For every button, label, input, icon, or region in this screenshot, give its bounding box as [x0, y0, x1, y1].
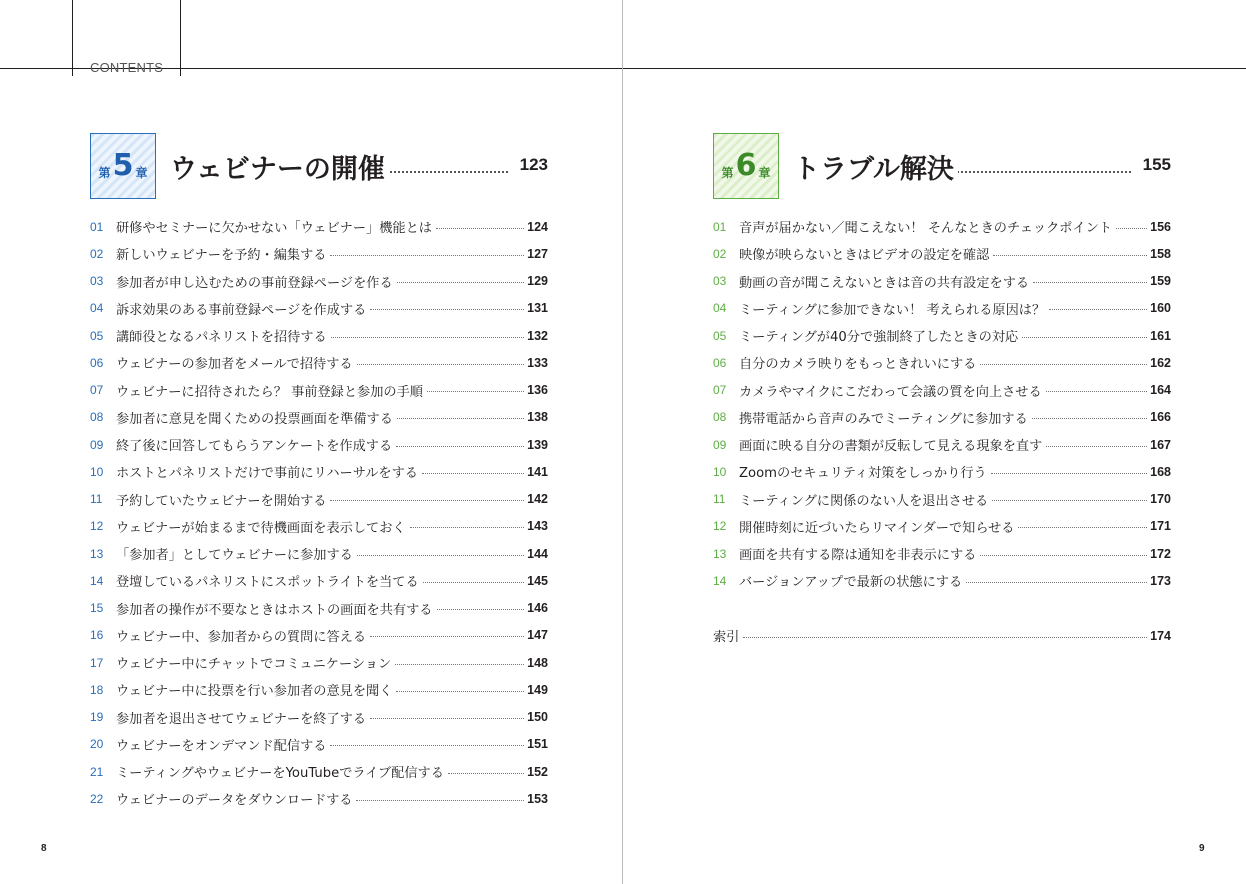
entry-title: Zoomのセキュリティ対策をしっかり行う	[739, 462, 991, 481]
toc-entry[interactable]	[713, 240, 1171, 267]
entry-page: 142	[524, 492, 548, 506]
dot-leader	[330, 500, 524, 501]
dot-leader	[1018, 527, 1147, 528]
entry-title: 参加者に意見を聞くための投票画面を準備する	[116, 408, 397, 427]
dot-leader	[396, 446, 524, 447]
toc-entry[interactable]	[713, 268, 1171, 295]
entry-title: バージョンアップで最新の状態にする	[739, 571, 966, 590]
entry-title: ウェビナーが始まるまで待機画面を表示しておく	[116, 517, 410, 536]
dot-leader	[330, 745, 524, 746]
entry-number: 22	[90, 791, 104, 806]
entry-page: 143	[524, 519, 548, 533]
dot-leader	[1033, 282, 1147, 283]
entry-page: 127	[524, 247, 548, 261]
entry-title: 研修やセミナーに欠かせない「ウェビナー」機能とは	[116, 217, 436, 236]
entry-page: 148	[524, 656, 548, 670]
toc-entry[interactable]	[90, 567, 548, 594]
toc-entry[interactable]	[90, 404, 548, 431]
dot-leader	[993, 255, 1147, 256]
entry-page: 136	[524, 383, 548, 397]
chapter-title: トラブル解決	[793, 147, 958, 186]
entry-page: 138	[524, 410, 548, 424]
entry-number: 02	[713, 246, 727, 261]
entry-number: 17	[90, 655, 104, 670]
toc-entry[interactable]	[90, 758, 548, 785]
entry-number: 10	[90, 464, 104, 479]
toc-entry[interactable]	[90, 731, 548, 758]
entry-number: 05	[713, 328, 727, 343]
toc-entry[interactable]	[90, 458, 548, 485]
page-number: 9	[1199, 843, 1205, 854]
entry-page: 139	[524, 438, 548, 452]
toc-entry[interactable]	[713, 540, 1171, 567]
entry-number: 13	[90, 546, 104, 561]
dot-leader	[395, 664, 524, 665]
entry-number: 06	[713, 355, 727, 370]
entry-title: ミーティングに関係のない人を退出させる	[739, 490, 992, 509]
entry-page: 170	[1147, 492, 1171, 506]
dot-leader	[357, 555, 524, 556]
dot-leader	[370, 309, 524, 310]
entry-title: 携帯電話から音声のみでミーティングに参加する	[739, 408, 1032, 427]
dot-leader	[966, 582, 1147, 583]
entry-title: 参加者を退出させてウェビナーを終了する	[116, 708, 370, 727]
entry-title: ウェビナーをオンデマンド配信する	[116, 735, 330, 754]
toc-index-entry[interactable]	[713, 622, 1171, 649]
toc-entry[interactable]	[713, 295, 1171, 322]
entry-number: 12	[713, 519, 727, 534]
chapter-prefix: 第	[721, 165, 734, 180]
dot-leader	[743, 637, 1147, 638]
dot-leader	[437, 609, 525, 610]
entry-number: 19	[90, 710, 104, 725]
dot-leader	[991, 473, 1147, 474]
toc-entry[interactable]	[90, 704, 548, 731]
entry-number: 04	[713, 301, 727, 316]
dot-leader	[423, 582, 524, 583]
entry-title: 動画の音が聞こえないときは音の共有設定をする	[739, 272, 1033, 291]
toc-entry[interactable]	[90, 540, 548, 567]
chapter-6-heading[interactable]	[713, 133, 1171, 199]
entry-number: 08	[713, 410, 727, 425]
entry-number: 07	[713, 383, 727, 398]
dot-leader	[357, 364, 525, 365]
entry-number: 13	[713, 546, 727, 561]
toc-entry[interactable]	[713, 377, 1171, 404]
entry-number: 14	[90, 573, 104, 588]
entry-title: 講師役となるパネリストを招待する	[116, 326, 331, 345]
entry-title: 画面を共有する際は通知を非表示にする	[739, 544, 980, 563]
entry-title: 映像が映らないときはビデオの設定を確認	[739, 244, 993, 263]
entry-title: 自分のカメラ映りをもっときれいにする	[739, 353, 980, 372]
entry-number: 06	[90, 355, 104, 370]
entry-number: 05	[90, 328, 104, 343]
entry-page: 124	[524, 220, 548, 234]
entry-page: 160	[1147, 301, 1171, 315]
entry-title: カメラやマイクにこだわって会議の質を向上させる	[739, 381, 1046, 400]
entry-number: 14	[713, 573, 727, 588]
dot-leader	[370, 636, 524, 637]
entry-number: 18	[90, 682, 104, 697]
entry-title: ウェビナー中、参加者からの質問に答える	[116, 626, 370, 645]
entry-number: 16	[90, 628, 104, 643]
toc-entry[interactable]	[713, 458, 1171, 485]
toc-entry[interactable]	[713, 513, 1171, 540]
chapter-5-heading[interactable]	[90, 133, 548, 199]
entry-title: 参加者の操作が不要なときはホストの画面を共有する	[116, 599, 437, 618]
toc-entry[interactable]	[90, 595, 548, 622]
toc-entry[interactable]	[90, 295, 548, 322]
dot-leader	[1116, 228, 1147, 229]
entry-number: 03	[713, 274, 727, 289]
entry-title: 予約していたウェビナーを開始する	[116, 490, 330, 509]
index-page: 174	[1150, 628, 1171, 643]
entry-number: 09	[90, 437, 104, 452]
dot-leader	[1022, 337, 1147, 338]
toc-entry[interactable]	[90, 676, 548, 703]
dot-leader	[448, 773, 524, 774]
entry-page: 167	[1147, 438, 1171, 452]
entry-page: 146	[524, 601, 548, 615]
index-title: 索引	[713, 630, 740, 645]
entry-page: 156	[1147, 220, 1171, 234]
entry-page: 162	[1147, 356, 1171, 370]
chapter-number: 5	[112, 148, 134, 183]
toc-entry[interactable]	[713, 322, 1171, 349]
toc-entry[interactable]	[713, 349, 1171, 376]
entry-page: 173	[1147, 574, 1171, 588]
chapter-suffix: 章	[135, 165, 148, 180]
toc-entry[interactable]	[90, 268, 548, 295]
toc-entry[interactable]	[90, 377, 548, 404]
entry-page: 153	[524, 792, 548, 806]
entry-page: 147	[524, 628, 548, 642]
dot-leader	[992, 500, 1147, 501]
entry-number: 20	[90, 737, 104, 752]
entry-page: 172	[1147, 547, 1171, 561]
entry-number: 01	[713, 219, 727, 234]
dot-leader	[410, 527, 525, 528]
entry-number: 07	[90, 383, 104, 398]
entry-page: 161	[1147, 329, 1171, 343]
dot-leader	[370, 718, 524, 719]
dot-leader	[356, 800, 524, 801]
dot-leader	[1049, 309, 1147, 310]
entry-page: 131	[524, 301, 548, 315]
dot-leader	[422, 473, 524, 474]
entry-title: ウェビナー中に投票を行い参加者の意見を聞く	[116, 680, 396, 699]
entry-title: ウェビナーのデータをダウンロードする	[116, 789, 356, 808]
entry-page: 166	[1147, 410, 1171, 424]
entry-page: 150	[524, 710, 548, 724]
toc-list-chapter-5	[90, 213, 548, 813]
entry-number: 11	[90, 492, 103, 507]
entry-title: ミーティングに参加できない！ 考えられる原因は？	[739, 299, 1049, 318]
entry-page: 151	[524, 737, 548, 751]
header-tab-left-edge	[72, 0, 73, 76]
chapter-5-badge	[90, 133, 156, 199]
chapter-6-badge	[713, 133, 779, 199]
toc-entry[interactable]	[90, 213, 548, 240]
entry-title: 新しいウェビナーを予約・編集する	[116, 244, 330, 263]
entry-page: 141	[524, 465, 548, 479]
entry-number: 15	[90, 601, 104, 616]
entry-title: 登壇しているパネリストにスポットライトを当てる	[116, 571, 423, 590]
toc-entry[interactable]	[713, 567, 1171, 594]
toc-entry[interactable]	[713, 404, 1171, 431]
dot-leader	[980, 364, 1147, 365]
entry-title: 開催時刻に近づいたらリマインダーで知らせる	[739, 517, 1018, 536]
dot-leader	[1046, 391, 1147, 392]
toc-entry[interactable]	[713, 486, 1171, 513]
header-rule	[623, 68, 1246, 69]
entry-page: 129	[524, 274, 548, 288]
dot-leader	[397, 418, 524, 419]
toc-entry[interactable]	[90, 513, 548, 540]
entry-title: ミーティングやウェビナーをYouTubeでライブ配信する	[116, 762, 448, 781]
chapter-title: ウェビナーの開催	[170, 147, 389, 186]
entry-number: 03	[90, 274, 104, 289]
entry-number: 09	[713, 437, 727, 452]
toc-entry[interactable]	[90, 785, 548, 812]
entry-page: 158	[1147, 247, 1171, 261]
chapter-number: 6	[735, 148, 757, 183]
entry-page: 171	[1147, 519, 1171, 533]
entry-title: 訴求効果のある事前登録ページを作成する	[116, 299, 370, 318]
toc-entry[interactable]	[90, 240, 548, 267]
chapter-page: 155	[1139, 155, 1171, 175]
entry-title: 音声が届かない／聞こえない！ そんなときのチェックポイント	[739, 217, 1116, 236]
chapter-prefix: 第	[98, 165, 111, 180]
entry-number: 02	[90, 246, 104, 261]
toc-entry[interactable]	[90, 322, 548, 349]
dot-leader	[427, 391, 524, 392]
toc-entry[interactable]	[90, 486, 548, 513]
entry-title: ウェビナーに招待されたら？ 事前登録と参加の手順	[116, 381, 427, 400]
dot-leader	[1046, 446, 1147, 447]
entry-title: 終了後に回答してもらうアンケートを作成する	[116, 435, 396, 454]
entry-page: 132	[524, 329, 548, 343]
entry-title: ミーティングが40分で強制終了したときの対応	[739, 326, 1022, 345]
entry-title: ホストとパネリストだけで事前にリハーサルをする	[116, 462, 422, 481]
dot-leader	[397, 282, 524, 283]
dot-leader	[1032, 418, 1147, 419]
entry-page: 152	[524, 765, 548, 779]
entry-page: 145	[524, 574, 548, 588]
page-number: 8	[41, 843, 47, 854]
dot-leader	[980, 555, 1147, 556]
entry-page: 149	[524, 683, 548, 697]
dot-leader	[396, 691, 524, 692]
entry-title: ウェビナー中にチャットでコミュニケーション	[116, 653, 395, 672]
toc-entry[interactable]	[90, 349, 548, 376]
entry-title: ウェビナーの参加者をメールで招待する	[116, 353, 357, 372]
toc-entry[interactable]	[90, 649, 548, 676]
dot-leader	[436, 228, 524, 229]
entry-page: 159	[1147, 274, 1171, 288]
dot-leader	[330, 255, 524, 256]
toc-entry[interactable]	[713, 431, 1171, 458]
contents-label: CONTENTS	[90, 60, 164, 75]
toc-entry[interactable]	[90, 622, 548, 649]
entry-number: 10	[713, 464, 727, 479]
entry-number: 12	[90, 519, 104, 534]
entry-page: 164	[1147, 383, 1171, 397]
entry-title: 「参加者」としてウェビナーに参加する	[116, 544, 357, 563]
entry-title: 画面に映る自分の書類が反転して見える現象を直す	[739, 435, 1046, 454]
entry-number: 08	[90, 410, 104, 425]
right-page	[623, 0, 1246, 884]
entry-page: 133	[524, 356, 548, 370]
entry-page: 144	[524, 547, 548, 561]
dot-leader	[331, 337, 524, 338]
entry-title: 参加者が申し込むための事前登録ページを作る	[116, 272, 397, 291]
entry-number: 01	[90, 219, 104, 234]
entry-number: 11	[713, 492, 726, 507]
entry-number: 21	[90, 764, 104, 779]
entry-number: 04	[90, 301, 104, 316]
toc-list-chapter-6	[713, 213, 1171, 595]
toc-entry[interactable]	[90, 431, 548, 458]
header-tab-right-edge	[180, 0, 181, 76]
entry-page: 168	[1147, 465, 1171, 479]
chapter-page: 123	[516, 155, 548, 175]
toc-entry[interactable]	[713, 213, 1171, 240]
chapter-suffix: 章	[758, 165, 771, 180]
